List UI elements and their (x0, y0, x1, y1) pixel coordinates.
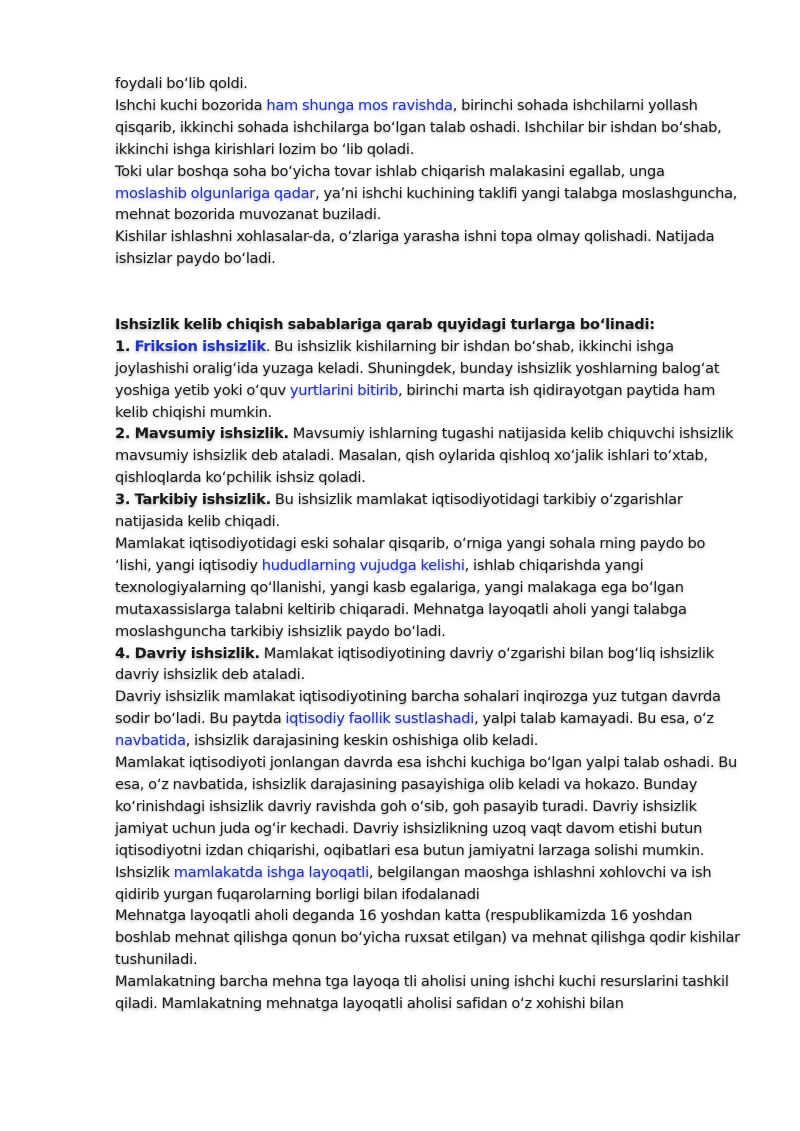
text-run: , ya’ni ishchi kuchining taklifi yangi talabga moslashguncha, mehnat bozorida muvozanat buziladi. (115, 184, 738, 224)
text-run: Davriy ishsizlik mamlakat iqtisodiyotining barcha sohalari inqirozga yuz tutgan davrda sodir bo‘ladi. Bu paytda (115, 688, 721, 728)
bold-text: 4. Davriy ishsizlik. (115, 644, 260, 662)
paragraph (115, 862, 740, 906)
text-run: , belgilangan maoshga ishlashni xohlovchi va ish qidirib yurgan fuqarolarning borligi bilan ifodalanadi (115, 863, 712, 903)
paragraph (115, 686, 740, 752)
text-run: Ishchi kuchi bozorida (115, 96, 267, 114)
paragraph (115, 489, 740, 533)
inline-link[interactable]: mamlakatda ishga layoqatli (173, 863, 369, 881)
inline-link[interactable]: navbatida (115, 732, 186, 750)
inline-link[interactable]: yurtlarini bitirib (289, 381, 398, 399)
text-run: Toki ular boshqa soha bo‘yicha tovar ishlab chiqarish malakasini egallab, unga (115, 162, 665, 180)
text-run: Mavsumiy ishlarning tugashi natijasida kelib chiquvchi ishsizlik mavsumiy ishsizlik deb ataladi. Masalan, qish oylarida qishloq xo‘jalik ishlari to‘xtab, qishloqlarda ko‘pchilik ishsiz qoladi. (115, 425, 734, 487)
paragraph (115, 971, 740, 1015)
text-run: Kishilar ishlashni xohlasalar-da, o‘zlariga yarasha ishni topa olmay qolishadi. Natijada ishsizlar paydo bo‘ladi. (115, 228, 715, 268)
text-run: , birinchi sohada ishchilarni yollash qisqarib, ikkinchi sohada ishchilarga bo‘lgan talab oshadi. Ishchilar bir ishdan bo‘shab, ikkinchi ishga kirishlari lozim bo ‘lib qoladi. (115, 96, 722, 158)
text-run: Bu ishsizlik mamlakat iqtisodiyotidagi tarkibiy o‘zgarishlar natijasida kelib chiqadi. (115, 491, 683, 531)
text-run: , ishsizlik darajasining keskin oshishiga olib keladi. (185, 732, 539, 750)
text-run: , ishlab chiqarishda yangi texnologiyalarning qo‘llanishi, yangi kasb egalariga, yangi malakaga ega bo‘lgan mutaxassislarga talabni keltirib chiqaradi. Mehnatga layoqatli aholi yangi talabga moslashguncha tarkibiy ishsizlik paydo bo‘ladi. (115, 556, 687, 640)
text-run: Ishsizlik (115, 863, 174, 881)
bold-text: 1. (115, 337, 135, 355)
paragraph (115, 533, 740, 643)
text-run: Mehnatga layoqatli aholi deganda 16 yoshdan katta (respublikamizda 16 yoshdan boshlab mehnat qilishga qonun bo‘yicha ruxsat etilgan) va mehnat qilishga qodir kishilar tushuniladi. (115, 907, 740, 969)
text-run: Mamlakat iqtisodiyotining davriy o‘zgarishi bilan bog‘liq ishsizlik davriy ishsizlik deb ataladi. (115, 644, 714, 684)
paragraph (115, 643, 740, 687)
paragraph (115, 314, 740, 336)
inline-link[interactable]: iqtisodiy faollik sustlashadi (285, 710, 475, 728)
text-run: Mamlakat iqtisodiyotidagi eski sohalar qisqarib, o‘rniga yangi sohala rning paydo bo ‘lishi, yangi iqtisodiy (115, 535, 706, 574)
paragraph (115, 752, 740, 862)
bold-text: Ishsizlik kelib chiqish sabablariga qarab quyidagi turlarga bo‘linadi: (115, 315, 655, 333)
paragraph (115, 226, 740, 270)
inline-link[interactable]: ham shunga mos ravishda (266, 96, 453, 114)
paragraph (115, 161, 740, 227)
paragraph (115, 905, 740, 971)
text-run: , birinchi marta ish qidirayotgan paytida ham kelib chiqishi mumkin. (115, 381, 716, 421)
text-run: , yalpi talab kamayadi. Bu esa, o‘z (474, 710, 714, 728)
text-run: Mamlakatning barcha mehna tga layoqa tli aholisi uning ishchi kuchi resurslarini tashkil qiladi. Mamlakatning mehnatga layoqatli aholisi safidan o‘z xohishi bilan (115, 973, 729, 1013)
text-run: foydali bo‘lib qoldi. (115, 75, 248, 92)
paragraph-spacer (115, 270, 740, 314)
paragraph (115, 95, 740, 161)
paragraph (115, 336, 740, 424)
document-body (115, 73, 740, 1015)
inline-link[interactable]: hududlarning vujudga kelishi (261, 556, 465, 574)
inline-link[interactable]: moslashib olgunlariga qadar (115, 184, 316, 202)
text-run: Mamlakat iqtisodiyoti jonlangan davrda esa ishchi kuchiga bo‘lgan yalpi talab oshadi. Bu esa, o‘z navbatida, ishsizlik darajasining pasayishiga olib keladi va hokazo. Bunday ko‘rinishdagi ishsizlik davriy ravishda goh o‘sib, goh pasayib turadi. Davriy ishsizlik jamiyat uchun juda og‘ir kechadi. Davriy ishsizlikning uzoq vaqt davom etishi butun iqtisodiyotni izdan chiqarishi, oqibatlari esa butun jamiyatni larzaga solishi mumkin. (115, 754, 737, 859)
bold-text: 3. Tarkibiy ishsizlik. (115, 491, 271, 509)
paragraph (115, 73, 740, 95)
inline-link[interactable]: Friksion ishsizlik (134, 337, 266, 355)
paragraph (115, 423, 740, 489)
text-run: . Bu ishsizlik kishilarning bir ishdan bo‘shab, ikkinchi ishga joylashishi oralig‘ida yuzaga keladi. Shuningdek, bunday ishsizlik yoshlarning balog‘at yoshiga yetib yoki o‘quv (115, 337, 720, 399)
bold-text: 2. Mavsumiy ishsizlik. (115, 425, 289, 443)
